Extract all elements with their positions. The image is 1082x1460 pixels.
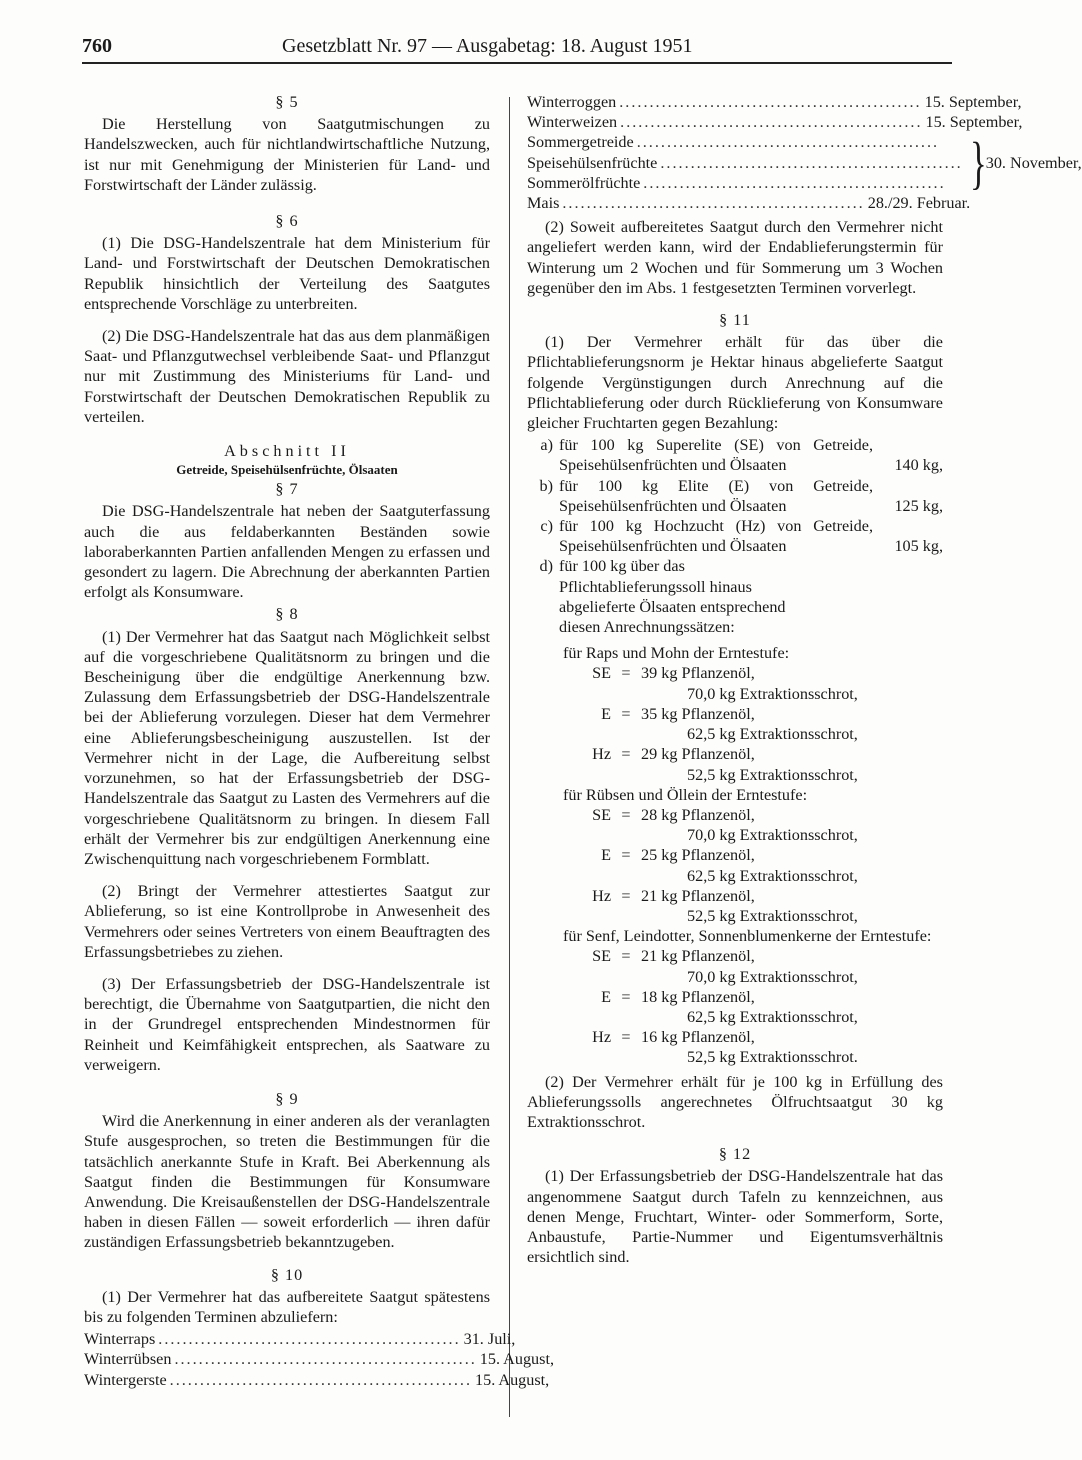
deadline-date: 30. November,: [985, 153, 1082, 172]
rate-group-heading: für Raps und Mohn der Erntestufe:: [563, 644, 790, 663]
deadline-crop: Winterrübsen: [84, 1350, 172, 1369]
abschnitt-heading: Abschnitt II: [224, 442, 350, 461]
leader-dots: ..................................................: [619, 93, 922, 111]
rate-level: Hz: [592, 1028, 611, 1047]
rate-row: Hz = 16 kg Pflanzenöl,: [563, 1027, 943, 1047]
item-amount: 140 kg,: [894, 456, 943, 475]
rate-row: E = 25 kg Pflanzenöl,: [563, 845, 943, 865]
section-6-para-1: (1) Die DSG-Handelszentrale hat dem Ministerium für Land- und Forstwirtschaft der Deutschen Demokratischen Republik hinsichtlich der Verteilung des Saatgutes entsprechende Vorschläge zu unterbreiten.: [84, 234, 490, 313]
rate-group: [563, 926, 943, 1067]
item-marker: d): [539, 557, 553, 576]
right-column: [527, 92, 1082, 1267]
rate-oil: 39 kg Pflanzenöl,: [641, 664, 755, 683]
rate-schrot: 70,0 kg Extraktionsschrot,: [687, 826, 858, 845]
deadline-crop: Winterraps: [84, 1330, 156, 1349]
deadline-date: 28./29. Februar.: [867, 194, 971, 213]
deadline-crop: Sommerölfrüchte: [527, 173, 641, 192]
rate-oil: 16 kg Pflanzenöl,: [641, 1028, 755, 1047]
leader-dots: ..................................................: [620, 113, 923, 132]
rate-schrot: 70,0 kg Extraktionsschrot,: [687, 684, 858, 703]
item-amount: 105 kg,: [894, 537, 943, 556]
rate-group-heading: für Senf, Leindotter, Sonnenblumenkerne der Erntestufe:: [563, 927, 932, 946]
item-text: für 100 kg Elite (E) von Getreide, Speisehülsenfrüchten und Ölsaaten: [559, 476, 873, 515]
deadline-row: [527, 173, 966, 193]
rate-oil: 35 kg Pflanzenöl,: [641, 704, 755, 723]
page-number: 760: [82, 35, 112, 57]
gazette-title: Gesetzblatt Nr. 97 — Ausgabetag: 18. August 1951: [282, 35, 693, 57]
header-rule: [82, 62, 952, 64]
leader-dots: ..................................................: [660, 153, 963, 172]
rate-oil: 18 kg Pflanzenöl,: [641, 987, 755, 1006]
deadline-crop: Winterroggen: [527, 93, 617, 111]
section-9-title: § 9: [275, 1089, 299, 1108]
abschnitt-subheading: Getreide, Speisehülsenfrüchte, Ölsaaten: [176, 462, 398, 478]
deadline-row: [527, 112, 1023, 132]
deadline-row: [84, 1329, 516, 1349]
rate-schrot: 70,0 kg Extraktionsschrot,: [687, 967, 858, 986]
item-text: für 100 kg Hochzucht (Hz) von Getreide, Speisehülsenfrüchten und Ölsaaten: [559, 517, 873, 556]
deadline-row: [84, 1349, 554, 1369]
leader-dots: ..................................................: [174, 1350, 477, 1369]
section-7-para-1: Die DSG-Handelszentrale hat neben der Saatguterfassung auch die aus feldaberkannten Beständen sowie laboraberkannten Partien anfallenden Mengen zu erfassen und gesondert zu lagern. Die Abrechnung der aberkannten Partien erfolgt als Konsumware.: [84, 502, 490, 602]
leader-dots: ..................................................: [562, 194, 865, 213]
rate-level: Hz: [592, 886, 611, 905]
deadline-crop: Winterweizen: [527, 113, 618, 132]
section-10-para-2: (2) Soweit aufbereitetes Saatgut durch den Vermehrer nicht angeliefert werden kann, wird der Endablieferungstermin für Winterung um 2 Wochen und für Sommerung um 3 Wochen gegenüber den im Abs. 1 festgesetzten Terminen vorverlegt.: [527, 218, 943, 297]
rate-schrot: 62,5 kg Extraktionsschrot,: [687, 866, 858, 885]
rate-level: SE: [592, 664, 611, 683]
rate-row: SE = 39 kg Pflanzenöl,: [563, 663, 943, 683]
credit-items: [527, 435, 943, 637]
braced-crops: [527, 132, 966, 193]
rate-oil: 25 kg Pflanzenöl,: [641, 846, 755, 865]
rate-row: SE = 28 kg Pflanzenöl,: [563, 805, 943, 825]
section-6-title: § 6: [275, 212, 299, 231]
item-text: für 100 kg Superelite (SE) von Getreide, Speisehülsenfrüchten und Ölsaaten: [559, 436, 873, 475]
section-8-para-3: (3) Der Erfassungsbetrieb der DSG-Handelszentrale ist berechtigt, die Übernahme von Saatgutpartien, die nicht den in der Grundregel entsprechenden Mindestnormen für Reinheit und Keimfähigkeit entsprechen, als Saatware zu verweigern.: [84, 974, 490, 1074]
rate-level: E: [601, 987, 611, 1006]
list-item: [527, 435, 943, 475]
section-8-title: § 8: [275, 605, 299, 624]
rate-level: E: [601, 846, 611, 865]
curly-brace: }: [969, 129, 987, 195]
rate-level: E: [601, 704, 611, 723]
section-5-title: § 5: [275, 93, 299, 111]
deadline-row: [527, 92, 1022, 112]
list-item: [527, 516, 943, 556]
braced-deadline-group: [527, 129, 1082, 195]
leader-dots: ..................................................: [158, 1330, 461, 1349]
section-11-para-1: (1) Der Vermehrer erhält für das über die Pflichtablieferungsnorm je Hektar hinaus abgelieferte Saatgut folgende Vergünstigungen durch Anrechnung auf die Pflichtablieferung oder durch Rücklieferung von Konsumware gleicher Fruchtarten gegen Bezahlung:: [527, 333, 943, 433]
leader-dots: ..................................................: [636, 133, 940, 152]
list-item: [527, 556, 943, 637]
column-divider: [509, 97, 510, 1417]
deadline-row: [527, 132, 966, 152]
rate-row: SE = 21 kg Pflanzenöl,: [563, 946, 943, 966]
item-amount: 125 kg,: [894, 496, 943, 515]
deadline-crop: Wintergerste: [84, 1370, 167, 1389]
rate-row: Hz = 29 kg Pflanzenöl,: [563, 744, 943, 764]
rate-schrot: 62,5 kg Extraktionsschrot,: [687, 1007, 858, 1026]
rate-oil: 28 kg Pflanzenöl,: [641, 805, 755, 824]
section-12-para-1: (1) Der Erfassungsbetrieb der DSG-Handelszentrale hat das angenommene Saatgut durch Tafeln zu kennzeichnen, aus denen Menge, Fruchtart, Winter- oder Sommerform, Sorte, Anbaustufe, Partie-Nummer und Eigentumsverhältnis ersichtlich sind.: [527, 1167, 943, 1267]
section-12-title: § 12: [718, 1145, 752, 1164]
rate-row: Hz = 21 kg Pflanzenöl,: [563, 886, 943, 906]
deadline-date: 15. August,: [475, 1370, 550, 1389]
item-marker: a): [540, 436, 553, 455]
section-8-para-2: (2) Bringt der Vermehrer attestiertes Saatgut zur Ablieferung, so ist eine Kontrollprobe in Anwesenheit des Vermehrers oder seines Vertreters von einem Beauftragten des Erfassungsbetriebes zu ziehen.: [84, 882, 490, 961]
rate-oil: 29 kg Pflanzenöl,: [641, 745, 755, 764]
rate-row: E = 35 kg Pflanzenöl,: [563, 704, 943, 724]
rate-schrot: 52,5 kg Extraktionsschrot.: [687, 1048, 858, 1067]
deadline-list-right: [527, 92, 1082, 213]
deadline-date: 31. Juli,: [463, 1330, 516, 1349]
rate-schrot: 52,5 kg Extraktionsschrot,: [687, 765, 858, 784]
rate-schrot: 62,5 kg Extraktionsschrot,: [687, 725, 858, 744]
rate-oil: 21 kg Pflanzenöl,: [641, 947, 755, 966]
leader-dots: ..................................................: [643, 173, 946, 192]
deadline-list-left: [84, 1329, 554, 1390]
section-6-para-2: (2) Die DSG-Handelszentrale hat das aus dem planmäßigen Saat- und Pflanzgutwechsel verbleibende Saat- und Pflanzgut nur mit Zustimmung des Ministeriums für Land- und Forstwirtschaft der Deutschen Demokratischen Republik zu verteilen.: [84, 327, 490, 426]
deadline-date: 15. September,: [925, 113, 1023, 132]
conversion-rates: [563, 643, 943, 1067]
rate-schrot: 52,5 kg Extraktionsschrot,: [687, 906, 858, 925]
rate-level: SE: [592, 947, 611, 966]
section-11-title: § 11: [719, 311, 751, 330]
rate-level: Hz: [592, 745, 611, 764]
rate-group: [563, 785, 943, 926]
deadline-date: 15. September,: [924, 93, 1022, 111]
rate-group: [563, 643, 943, 784]
section-11-para-2: (2) Der Vermehrer erhält für je 100 kg in Erfüllung des Ablieferungssolls angerechnetes Ölfruchtsaatgut 30 kg Extraktionsschrot.: [527, 1072, 943, 1131]
page-header: [82, 33, 952, 63]
section-8-para-1: (1) Der Vermehrer hat das Saatgut nach Möglichkeit selbst auf die vorgeschriebene Qualitätsnorm zu bringen und die Bescheinigung über die endgültige Anerkennung bzw. Zulassung dem Erfassungsbetrieb der DSG-Handelszentrale bei der Ablieferung vorzulegen. Dieser hat dem Vermehrer eine Ablieferungsbescheinigung auszustellen. Ist der Vermehrer nicht in der Lage, die Aufbereitung selbst vorzunehmen, so hat der Erfassungsbetrieb der DSG-Handelszentrale das Saatgut zu Lasten des Vermehrers auf die vorgeschriebene Qualitätsnorm zu bringen. In diesem Fall erhält der Vermehrer bis zur endgültigen Anerkennung eine Zwischenquittung nach vorgeschriebenem Formblatt.: [84, 627, 490, 868]
item-marker: b): [539, 476, 553, 495]
deadline-row: [84, 1370, 550, 1390]
section-5-para-1: Die Herstellung von Saatgutmischungen zu Handelszwecken, auch für nichtlandwirtschaftliche Nutzung, ist nur mit Genehmigung der Ministerien für Land- und Forstwirtschaft der Länder zulässig.: [84, 115, 490, 194]
list-item: [527, 476, 943, 516]
rate-row: E = 18 kg Pflanzenöl,: [563, 987, 943, 1007]
leader-dots: ..................................................: [169, 1370, 472, 1389]
rate-group-heading: für Rübsen und Öllein der Erntestufe:: [563, 785, 808, 804]
deadline-row: [527, 193, 971, 213]
item-text: für 100 kg über das Pflichtablieferungssoll hinaus abgelieferte Ölsaaten entsprechend diesen Anrechnungssätzen:: [559, 557, 786, 637]
deadline-date: 15. August,: [479, 1350, 554, 1369]
deadline-crop: Sommergetreide: [527, 133, 634, 152]
rate-level: SE: [592, 805, 611, 824]
deadline-crop: Mais: [527, 194, 560, 213]
section-10-para-1: (1) Der Vermehrer hat das aufbereitete Saatgut spätestens bis zu folgenden Terminen abzuliefern:: [84, 1287, 490, 1326]
deadline-row: [527, 153, 966, 173]
deadline-crop: Speisehülsenfrüchte: [527, 153, 658, 172]
item-marker: c): [540, 517, 553, 536]
section-7-title: § 7: [275, 480, 299, 499]
section-9-para-1: Wird die Anerkennung in einer anderen als der veranlagten Stufe ausgesprochen, so treten die Bestimmungen für die tatsächlich anerkannte Stufe in Kraft. Bei Aberkennung als Saatgut finden die Bestimmungen für Konsumware Anwendung. Die Kreisaußenstellen der DSG-Handelszentrale haben in diesen Fällen — soweit erforderlich — ihren dafür zuständigen Erfassungsbetrieb bekanntzugeben.: [84, 1112, 490, 1252]
section-10-title: § 10: [270, 1265, 304, 1284]
rate-oil: 21 kg Pflanzenöl,: [641, 886, 755, 905]
